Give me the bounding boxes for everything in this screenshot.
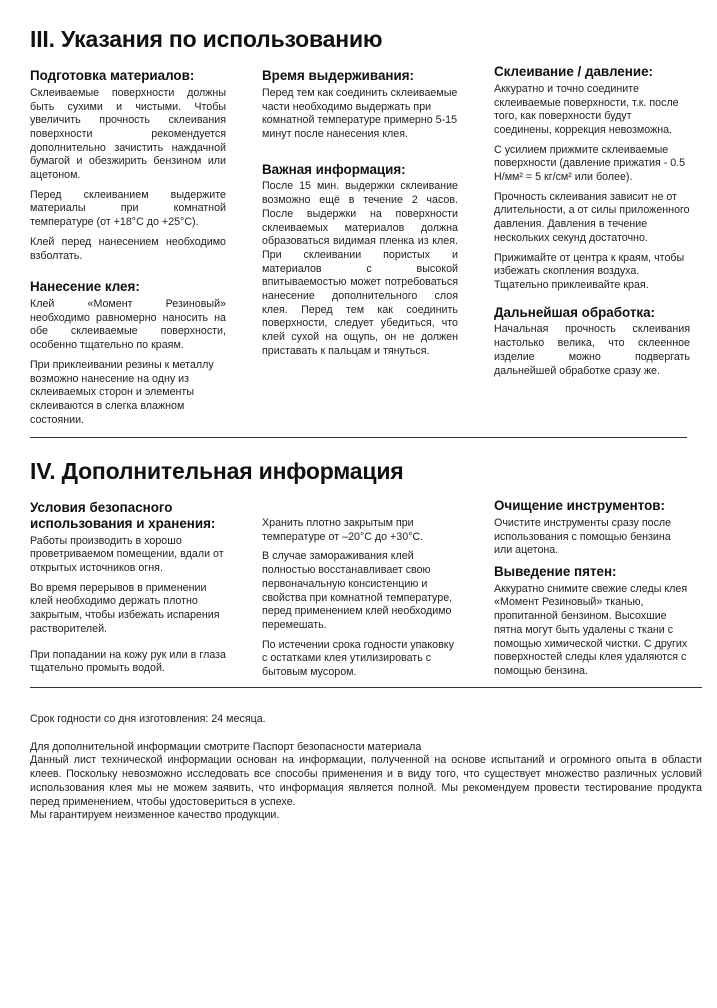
bond-paragraph-2: С усилием прижмите склеиваемые поверхности (давление прижатия - 0.5 Н/мм² = 5 кг/см² или более). [494,143,686,184]
bond-column [494,64,690,384]
important-info-heading: Важная информация: [262,161,406,177]
prep-paragraph-3: Клей перед нанесением необходимо взболтать. [30,235,226,262]
time-column [262,68,458,365]
tool-cleaning-heading: Очищение инструментов: [494,498,665,513]
footer [30,713,702,823]
important-info-paragraph: После 15 мин. выдержки склеивание возможно ещё в течение 2 часов. После выдержки на поверхности склеиваемых материалов должна образоваться видимая пленка из клея. При склеивании пористых и материалов с высокой впитываемостью может потребоваться нанесение дополнительного слоя клея. Перед тем как соединить поверхности, следует убедиться, что клей сухой на ощупь, он не должен приставать к пальцам и тянуться. [262,180,458,357]
prep-paragraph-2: Перед склеиванием выдержите материалы при комнатной температуре (от +18°С до +25°С). [30,188,226,229]
storage-column [262,517,458,686]
safety-heading: Условия безопасного использования и хранения: [30,500,216,531]
section-3-title: III. Указания по использованию [30,26,383,52]
prep-heading: Подготовка материалов: [30,68,195,83]
apply-paragraph-1: Клей «Момент Резиновый» необходимо равномерно наносить на обе склеиваемые поверхности, особенно тщательно по краям. [30,298,226,352]
section-4-title: IV. Дополнительная информация [30,458,404,484]
time-paragraph: Перед тем как соединить склеиваемые части необходимо выдержать при комнатной температуре примерно 5-15 минут после нанесения клея. [262,86,458,140]
storage-paragraph-2: В случае замораживания клей полностью восстанавливает свою первоначальную консистенцию и свойства при комнатной температуре, перед применением клей необходимо перемешать. [262,550,453,631]
stain-removal-paragraph: Аккуратно снимите свежие следы клея «Момент Резиновый» тканью, пропитанной бензином. Высохшие пятна могут быть удалены с ткани с помощью химической чистки. С других поверхностей следы клея удаляются с помощью бензина. [494,582,688,677]
shelf-life-text: Срок годности со дня изготовления: 24 месяца. [30,713,266,725]
quality-guarantee-text: Мы гарантируем неизменное качество продукции. [30,809,280,822]
storage-paragraph-3: По истечении срока годности упаковку с остатками клея утилизировать с бытовым мусором. [262,638,454,679]
prep-paragraph-1: Склеиваемые поверхности должны быть сухими и чистыми. Чтобы увеличить прочность склеивания поверхности рекомендуется дополнительно зачистить наждачной бумагой и обезжирить бензином или ацетоном. [30,86,226,182]
time-heading: Время выдерживания: [262,68,414,83]
tool-cleaning-paragraph: Очистите инструменты сразу после использования с помощью бензина или ацетона. [494,516,672,557]
cleaning-column [494,498,690,685]
further-processing-paragraph: Начальная прочность склеивания настолько велика, что склеенное изделие можно подвергать дальнейшей обработке сразу же. [494,323,690,377]
footer-divider [30,687,702,688]
prep-column [30,68,226,433]
safety-paragraph-1: Работы производить в хорошо проветриваемом помещении, вдали от открытых источников огня. [30,534,224,575]
bond-heading: Склеивание / давление: [494,64,653,79]
section-divider [30,437,687,438]
bond-paragraph-4: Прижимайте от центра к краям, чтобы избежать скопления воздуха. Тщательно приклеивайте края. [494,251,685,291]
safety-paragraph-3: При попадании на кожу рук или в глаза тщательно промыть водой. [30,648,226,675]
disclaimer-text: Данный лист технической информации основан на информации, полученной на основе испытаний и огромного опыта в области клеев. Поскольку невозможно исследовать все способы применения и в виду того, что существует множество различных условий использования клея мы не можем заявить, что информация является полной. Мы рекомендуем провести тестирование продукта перед применением, чтобы удостовериться в успехе. [30,754,702,808]
safety-column [30,500,226,682]
bond-paragraph-3: Прочность склеивания зависит не от длительности, а от силы приложенного давления. Давления в течение нескольких секунд достаточно. [494,190,690,244]
stain-removal-heading: Выведение пятен: [494,563,617,579]
bond-paragraph-1: Аккуратно и точно соедините склеиваемые поверхности, т.к. после того, как поверхности будут соединены, коррекция невозможна. [494,82,679,136]
safety-paragraph-2: Во время перерывов в применении клей необходимо держать плотно закрытым, чтобы избежать испарения растворителей. [30,581,220,635]
apply-heading: Нанесение клея: [30,279,140,295]
safety-datasheet-note: Для дополнительной информации смотрите Паспорт безопасности материала [30,740,422,753]
apply-paragraph-2: При приклеивании резины к металлу возможно нанесение на одну из склеиваемых сторон и элементы склеиваются в слегка влажном состоянии. [30,358,214,426]
further-processing-heading: Дальнейшая обработка: [494,304,655,320]
storage-paragraph-1: Хранить плотно закрытым при температуре от –20°С до +30°С. [262,517,424,543]
